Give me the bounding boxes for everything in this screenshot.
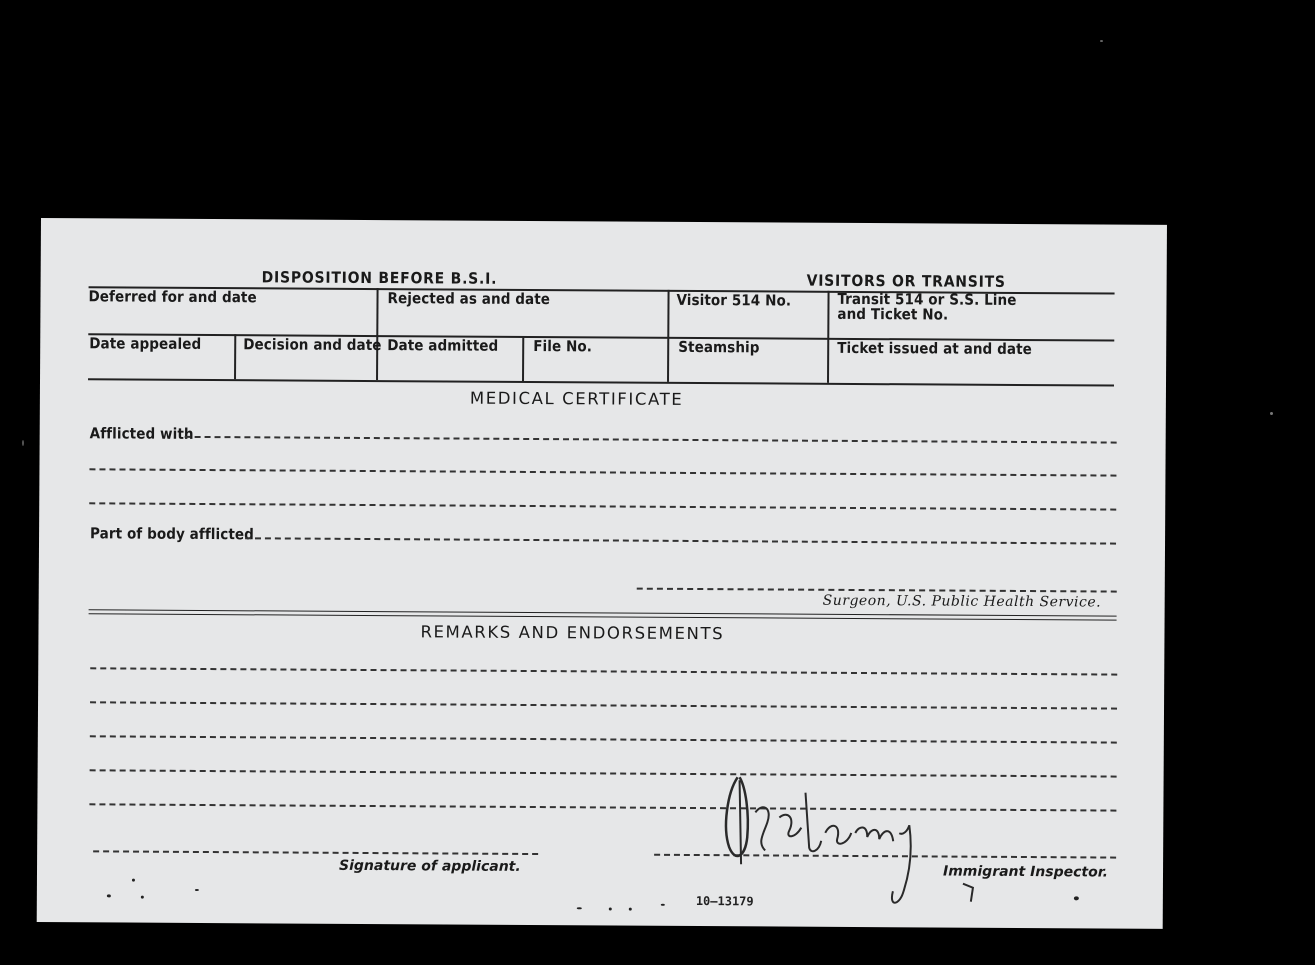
rejected-label: Rejected as and date — [387, 289, 551, 309]
afflicted-line-3 — [89, 502, 1116, 510]
col-divider-5 — [522, 336, 524, 381]
speck — [629, 908, 632, 911]
date-admitted-label: Date admitted — [387, 336, 499, 355]
disposition-title: DISPOSITION BEFORE B.S.I. — [261, 268, 498, 288]
speck — [22, 440, 24, 446]
immigrant-inspector-label: Immigrant Inspector. — [942, 863, 1109, 881]
date-appealed-label: Date appealed — [89, 334, 202, 353]
ticket-issued-label: Ticket issued at and date — [837, 338, 1032, 359]
speck — [661, 904, 665, 906]
signature-of-applicant-label: Signature of applicant. — [338, 857, 521, 875]
speck — [195, 889, 199, 891]
speck — [132, 879, 135, 882]
col-divider-1 — [376, 288, 379, 380]
remarks-line-3 — [90, 735, 1117, 743]
speck — [141, 896, 144, 899]
afflicted-line-1 — [185, 436, 1117, 444]
steamship-label: Steamship — [678, 337, 760, 357]
deferred-label: Deferred for and date — [88, 287, 257, 307]
remarks-line-2 — [90, 701, 1117, 709]
afflicted-with-label: Afflicted with — [89, 424, 194, 443]
handwritten-signature — [717, 772, 978, 914]
transit-line-1: Transit 514 or S.S. Line — [837, 289, 1017, 309]
speck — [107, 894, 111, 897]
visitors-title: VISITORS OR TRANSITS — [806, 271, 1006, 291]
transit-label — [837, 289, 1017, 324]
medical-certificate-title: MEDICAL CERTIFICATE — [469, 388, 684, 409]
speck — [1270, 412, 1273, 415]
file-no-label: File No. — [533, 337, 593, 356]
form-number: 10—13179 — [695, 894, 754, 909]
applicant-signature-line — [93, 850, 538, 855]
afflicted-line-2 — [89, 468, 1116, 476]
speck — [609, 907, 612, 910]
speck — [577, 907, 582, 909]
speck — [1100, 40, 1103, 42]
decision-label: Decision and date — [243, 335, 382, 355]
part-of-body-label: Part of body afflicted — [90, 524, 255, 544]
table-bottom-line — [88, 378, 1114, 386]
remarks-line-1 — [90, 667, 1117, 675]
part-of-body-line — [245, 537, 1116, 544]
remarks-title: REMARKS AND ENDORSEMENTS — [420, 622, 725, 644]
visitor-no-label: Visitor 514 No. — [676, 290, 792, 310]
speck — [1074, 896, 1079, 900]
col-divider-3 — [827, 291, 830, 383]
col-divider-4 — [234, 334, 236, 379]
surgeon-label: Surgeon, U.S. Public Health Service. — [822, 592, 1102, 611]
col-divider-2 — [667, 290, 670, 382]
surgeon-signature-line — [637, 588, 1117, 593]
record-card — [37, 218, 1167, 929]
transit-line-2: and Ticket No. — [837, 304, 949, 324]
